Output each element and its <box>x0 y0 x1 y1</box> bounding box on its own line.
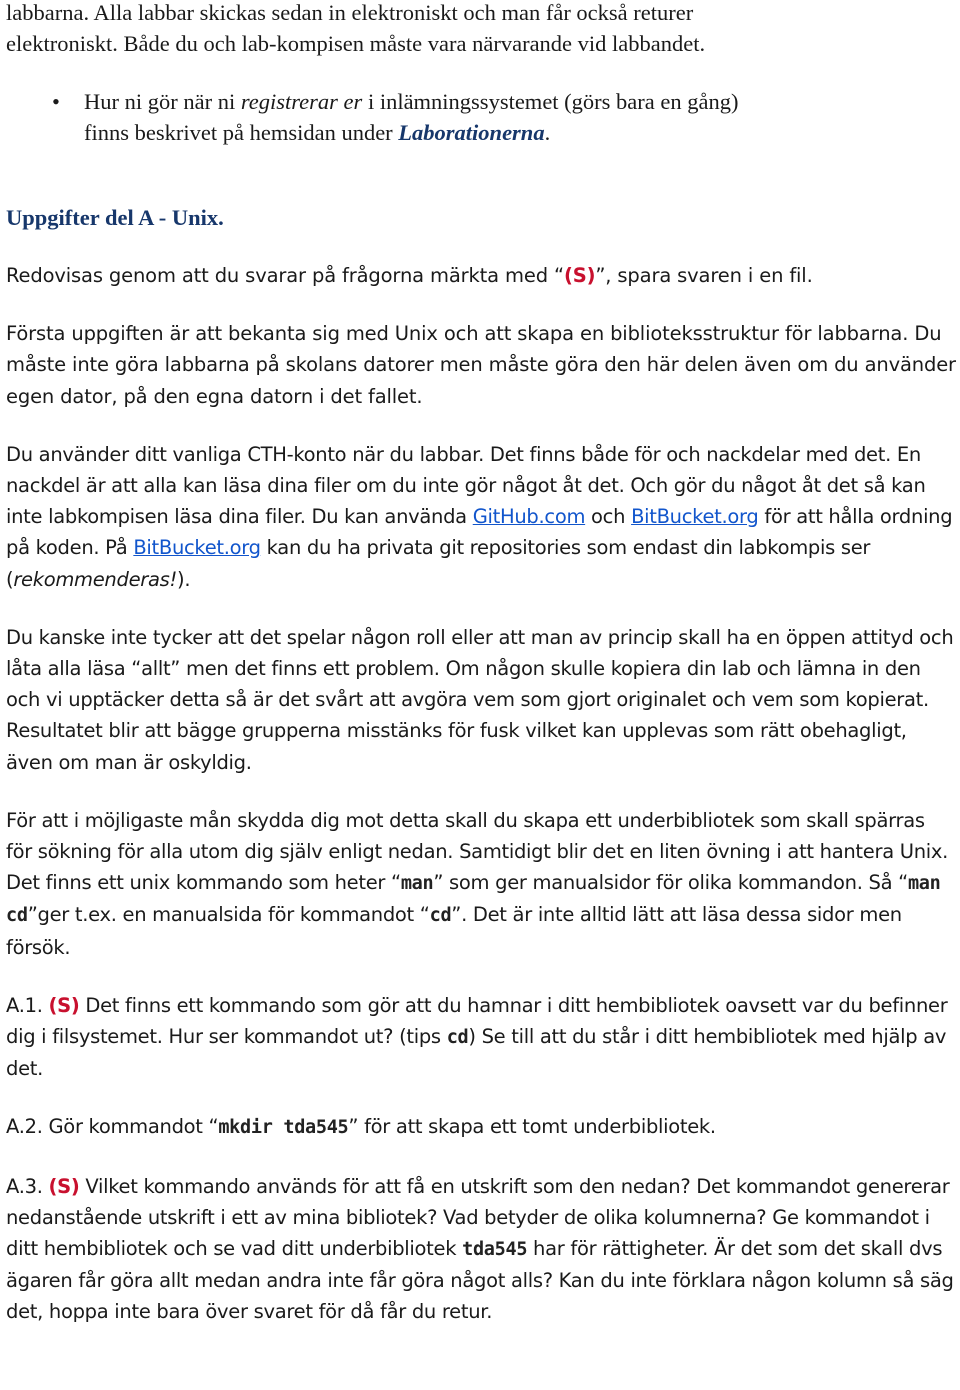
s-marker: (S) <box>48 993 80 1017</box>
intro-line-1: labbarna. Alla labbar skickas sedan in elektroniskt och man får också returer <box>6 0 694 25</box>
bullet-text-3: finns beskrivet på hemsidan under <box>84 120 399 145</box>
task-a1-text-a: Det finns ett kommando som gör att du hamnar i ditt hembibliotek oavsett var du befinner dig i filsystemet. Hur ser kommandot ut? (tips <box>6 993 948 1049</box>
task-a2-text-a: Gör kommandot “ <box>48 1115 219 1139</box>
bullet-emph-registrerar: registrerar er <box>240 89 363 114</box>
task-a1-text-b: ) Se till att du står i ditt hembibliotek med hjälp av det. <box>6 1025 947 1081</box>
code-cd: cd <box>446 1027 469 1049</box>
task-a2-text-b: ” för att skapa ett tomt underbibliotek. <box>348 1115 716 1139</box>
document-page <box>6 0 956 1328</box>
paragraph-redovisas <box>6 260 956 291</box>
bitbucket-link-2[interactable]: BitBucket.org <box>133 536 261 560</box>
para5-text-c: ”ger t.ex. en manualsida för kommandot “ <box>27 903 430 927</box>
bitbucket-link-1[interactable]: BitBucket.org <box>631 505 759 529</box>
paragraph-problem: Du kanske inte tycker att det spelar någon roll eller att man av princip skall ha en öppen attityd och låta alla läsa “allt” men det finns ett problem. Om någon skulle kopiera din lab och lämna in den och vi upptäcker detta så är det svårt att avgöra vem som gjort originalet och vem som kopierat. Resultatet blir att bägge grupperna misstänks för fusk vilket kan upplevas som rätt obehagligt, även om man är oskyldig. <box>6 625 954 774</box>
code-man: man <box>400 873 434 895</box>
para1-text-b: ”, spara svaren i en fil. <box>595 264 813 287</box>
para3-text-d: ). <box>177 567 191 591</box>
paragraph-underbibliotek <box>6 805 956 963</box>
task-a1 <box>6 990 956 1085</box>
bullet-emph-laborationerna: Laborationerna <box>398 120 545 145</box>
code-mkdir: mkdir tda545 <box>218 1117 349 1139</box>
task-a3-text-b: har för rättigheter. Är det som det skall dvs ägaren får göra allt medan andra inte får göra något alls? Kan du inte förklara någon kolumn så säg det, hoppa inte bara över svaret för då får du retur. <box>6 1237 954 1324</box>
bullet-item-registration <box>6 86 956 148</box>
intro-line-2: elektroniskt. Både du och lab-kompisen måste vara närvarande vid labbandet. <box>6 31 706 56</box>
bullet-text-1: Hur ni gör när ni <box>84 89 241 114</box>
bullet-dot-icon: • <box>52 89 60 114</box>
task-a1-number: A.1. <box>6 993 49 1017</box>
para5-text-d: ”. Det är inte alltid lätt att läsa dessa sidor men försök. <box>6 903 902 959</box>
code-man-cd: man cd <box>6 873 941 927</box>
para1-text-a: Redovisas genom att du svarar på frågorna märkta med “ <box>6 264 564 287</box>
task-a3 <box>6 1171 956 1328</box>
para3-text-c: kan du ha privata git repositories som endast din labkompis ser ( <box>6 536 871 591</box>
para3-och: och <box>585 505 632 529</box>
paragraph-cth-konto <box>6 439 956 595</box>
task-a2 <box>6 1111 956 1143</box>
s-marker: (S) <box>563 264 596 287</box>
code-tda545: tda545 <box>462 1239 528 1261</box>
paragraph-forsta-uppgiften: Första uppgiften är att bekanta sig med Unix och att skapa en biblioteksstruktur för labbarna. Du måste inte göra labbarna på skolans datorer men måste göra den här delen även om du använder egen dator, på den egna datorn i det fallet. <box>6 322 956 408</box>
para3-text-a: Du använder ditt vanliga CTH-konto när du labbar. Det finns både för och nackdelar med det. En nackdel är att alla kan läsa dina filer om du inte gör något åt det. Och gör du något åt det så kan inte labkompisen läsa dina filer. Du kan använda <box>6 442 926 529</box>
code-cd: cd <box>429 905 452 927</box>
intro-paragraph <box>6 0 956 59</box>
task-a2-number: A.2. <box>6 1115 49 1139</box>
s-marker: (S) <box>48 1174 80 1198</box>
bullet-text-2: i inlämningssystemet (görs bara en gång) <box>362 89 739 114</box>
task-a3-number: A.3. <box>6 1174 49 1198</box>
task-a3-text-a: Vilket kommando används för att få en utskrift som den nedan? Det kommandot genererar nedanstående utskrift i ett av mina bibliotek? Vad betyder de olika kolumnerna? Ge kommandot i ditt hembibliotek och se vad ditt underbibliotek <box>6 1174 950 1261</box>
bullet-text-4: . <box>544 120 551 145</box>
github-link[interactable]: GitHub.com <box>472 505 586 529</box>
para3-text-b: för att hålla ordning på koden. På <box>6 505 953 560</box>
section-heading: Uppgifter del A - Unix. <box>6 205 224 230</box>
para5-text-a: För att i möjligaste mån skydda dig mot detta skall du skapa ett underbibliotek som skall spärras för sökning för alla utom dig själv enligt nedan. Samtidigt blir det en liten övning i att hantera Unix. Det finns ett unix kommando som heter “ <box>6 808 949 895</box>
para3-rekommenderas: rekommenderas! <box>13 567 178 591</box>
para5-text-b: ” som ger manualsidor för olika kommandon. Så “ <box>433 871 908 895</box>
